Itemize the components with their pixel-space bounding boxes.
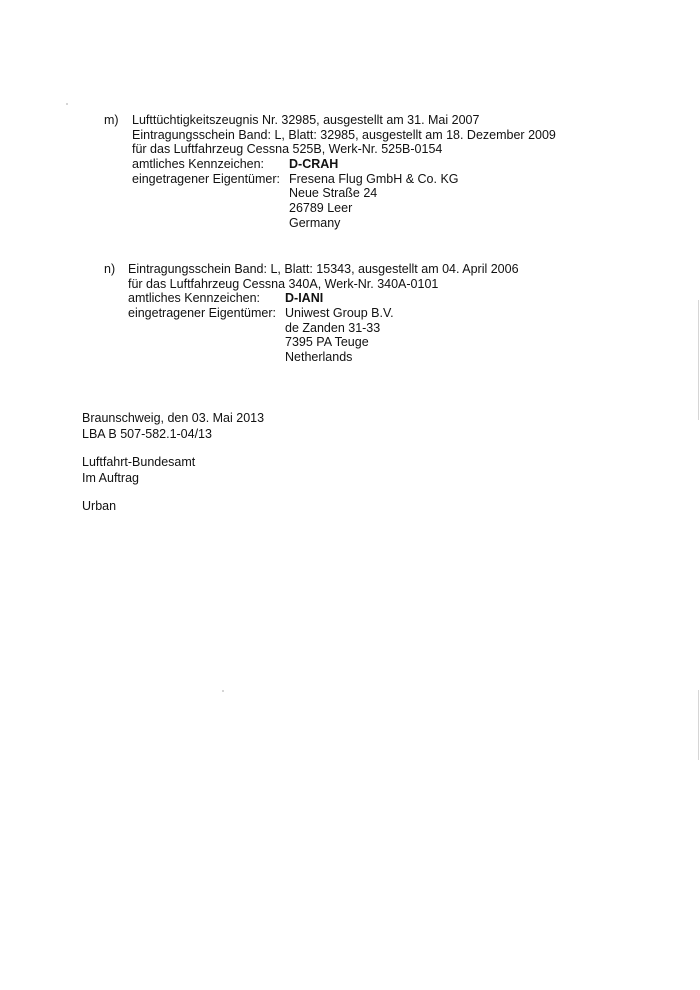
registration-mark-row bbox=[132, 157, 556, 172]
registration-mark-label: amtliches Kennzeichen: bbox=[128, 291, 261, 306]
owner-name: Uniwest Group B.V. bbox=[285, 306, 394, 321]
airworthiness-certificate-line: Lufttüchtigkeitszeugnis Nr. 32985, ausgestellt am 31. Mai 2007 bbox=[132, 113, 480, 127]
entry-marker: n) bbox=[104, 262, 116, 276]
entry-content bbox=[132, 113, 556, 231]
footer-signer bbox=[82, 499, 116, 515]
registration-mark-value: D-IANI bbox=[285, 291, 324, 306]
footer-authority bbox=[82, 455, 195, 486]
registration-certificate-line: Eintragungsschein Band: L, Blatt: 32985, ausgestellt am 18. Dezember 2009 bbox=[132, 127, 556, 142]
signer-name: Urban bbox=[82, 499, 117, 513]
owner-label: eingetragener Eigentümer: bbox=[132, 171, 281, 186]
reference-number: LBA B 507-582.1-04/13 bbox=[82, 426, 212, 441]
scan-speck bbox=[222, 690, 224, 692]
registration-mark-value: D-CRAH bbox=[289, 157, 339, 172]
entry-marker: m) bbox=[104, 113, 119, 127]
registration-mark-row bbox=[128, 291, 519, 306]
entry-content bbox=[128, 262, 519, 365]
owner-name: Fresena Flug GmbH & Co. KG bbox=[289, 171, 459, 186]
owner-address-line: Neue Straße 24 bbox=[289, 186, 378, 201]
footer-place-reference bbox=[82, 411, 264, 442]
owner-address-line: Germany bbox=[289, 215, 341, 230]
owner-address-line: de Zanden 31-33 bbox=[285, 320, 381, 335]
owner-address-line: Netherlands bbox=[285, 350, 353, 365]
owner-address-line: 26789 Leer bbox=[289, 201, 353, 216]
registration-certificate-line: Eintragungsschein Band: L, Blatt: 15343, ausgestellt am 04. April 2006 bbox=[128, 262, 519, 276]
owner-label: eingetragener Eigentümer: bbox=[128, 306, 277, 321]
authority-name: Luftfahrt-Bundesamt bbox=[82, 455, 196, 469]
scan-edge-line bbox=[698, 690, 699, 760]
scan-speck bbox=[66, 103, 68, 105]
aircraft-line: für das Luftfahrzeug Cessna 340A, Werk-Nr. 340A-0101 bbox=[128, 276, 439, 291]
scan-edge-line bbox=[698, 300, 699, 420]
registration-mark-label: amtliches Kennzeichen: bbox=[132, 157, 265, 172]
owner-address-line: 7395 PA Teuge bbox=[285, 335, 369, 350]
owner-row bbox=[132, 172, 556, 187]
on-behalf-note: Im Auftrag bbox=[82, 470, 139, 485]
aircraft-line: für das Luftfahrzeug Cessna 525B, Werk-Nr. 525B-0154 bbox=[132, 142, 443, 157]
owner-row bbox=[128, 306, 519, 321]
place-date: Braunschweig, den 03. Mai 2013 bbox=[82, 411, 265, 425]
